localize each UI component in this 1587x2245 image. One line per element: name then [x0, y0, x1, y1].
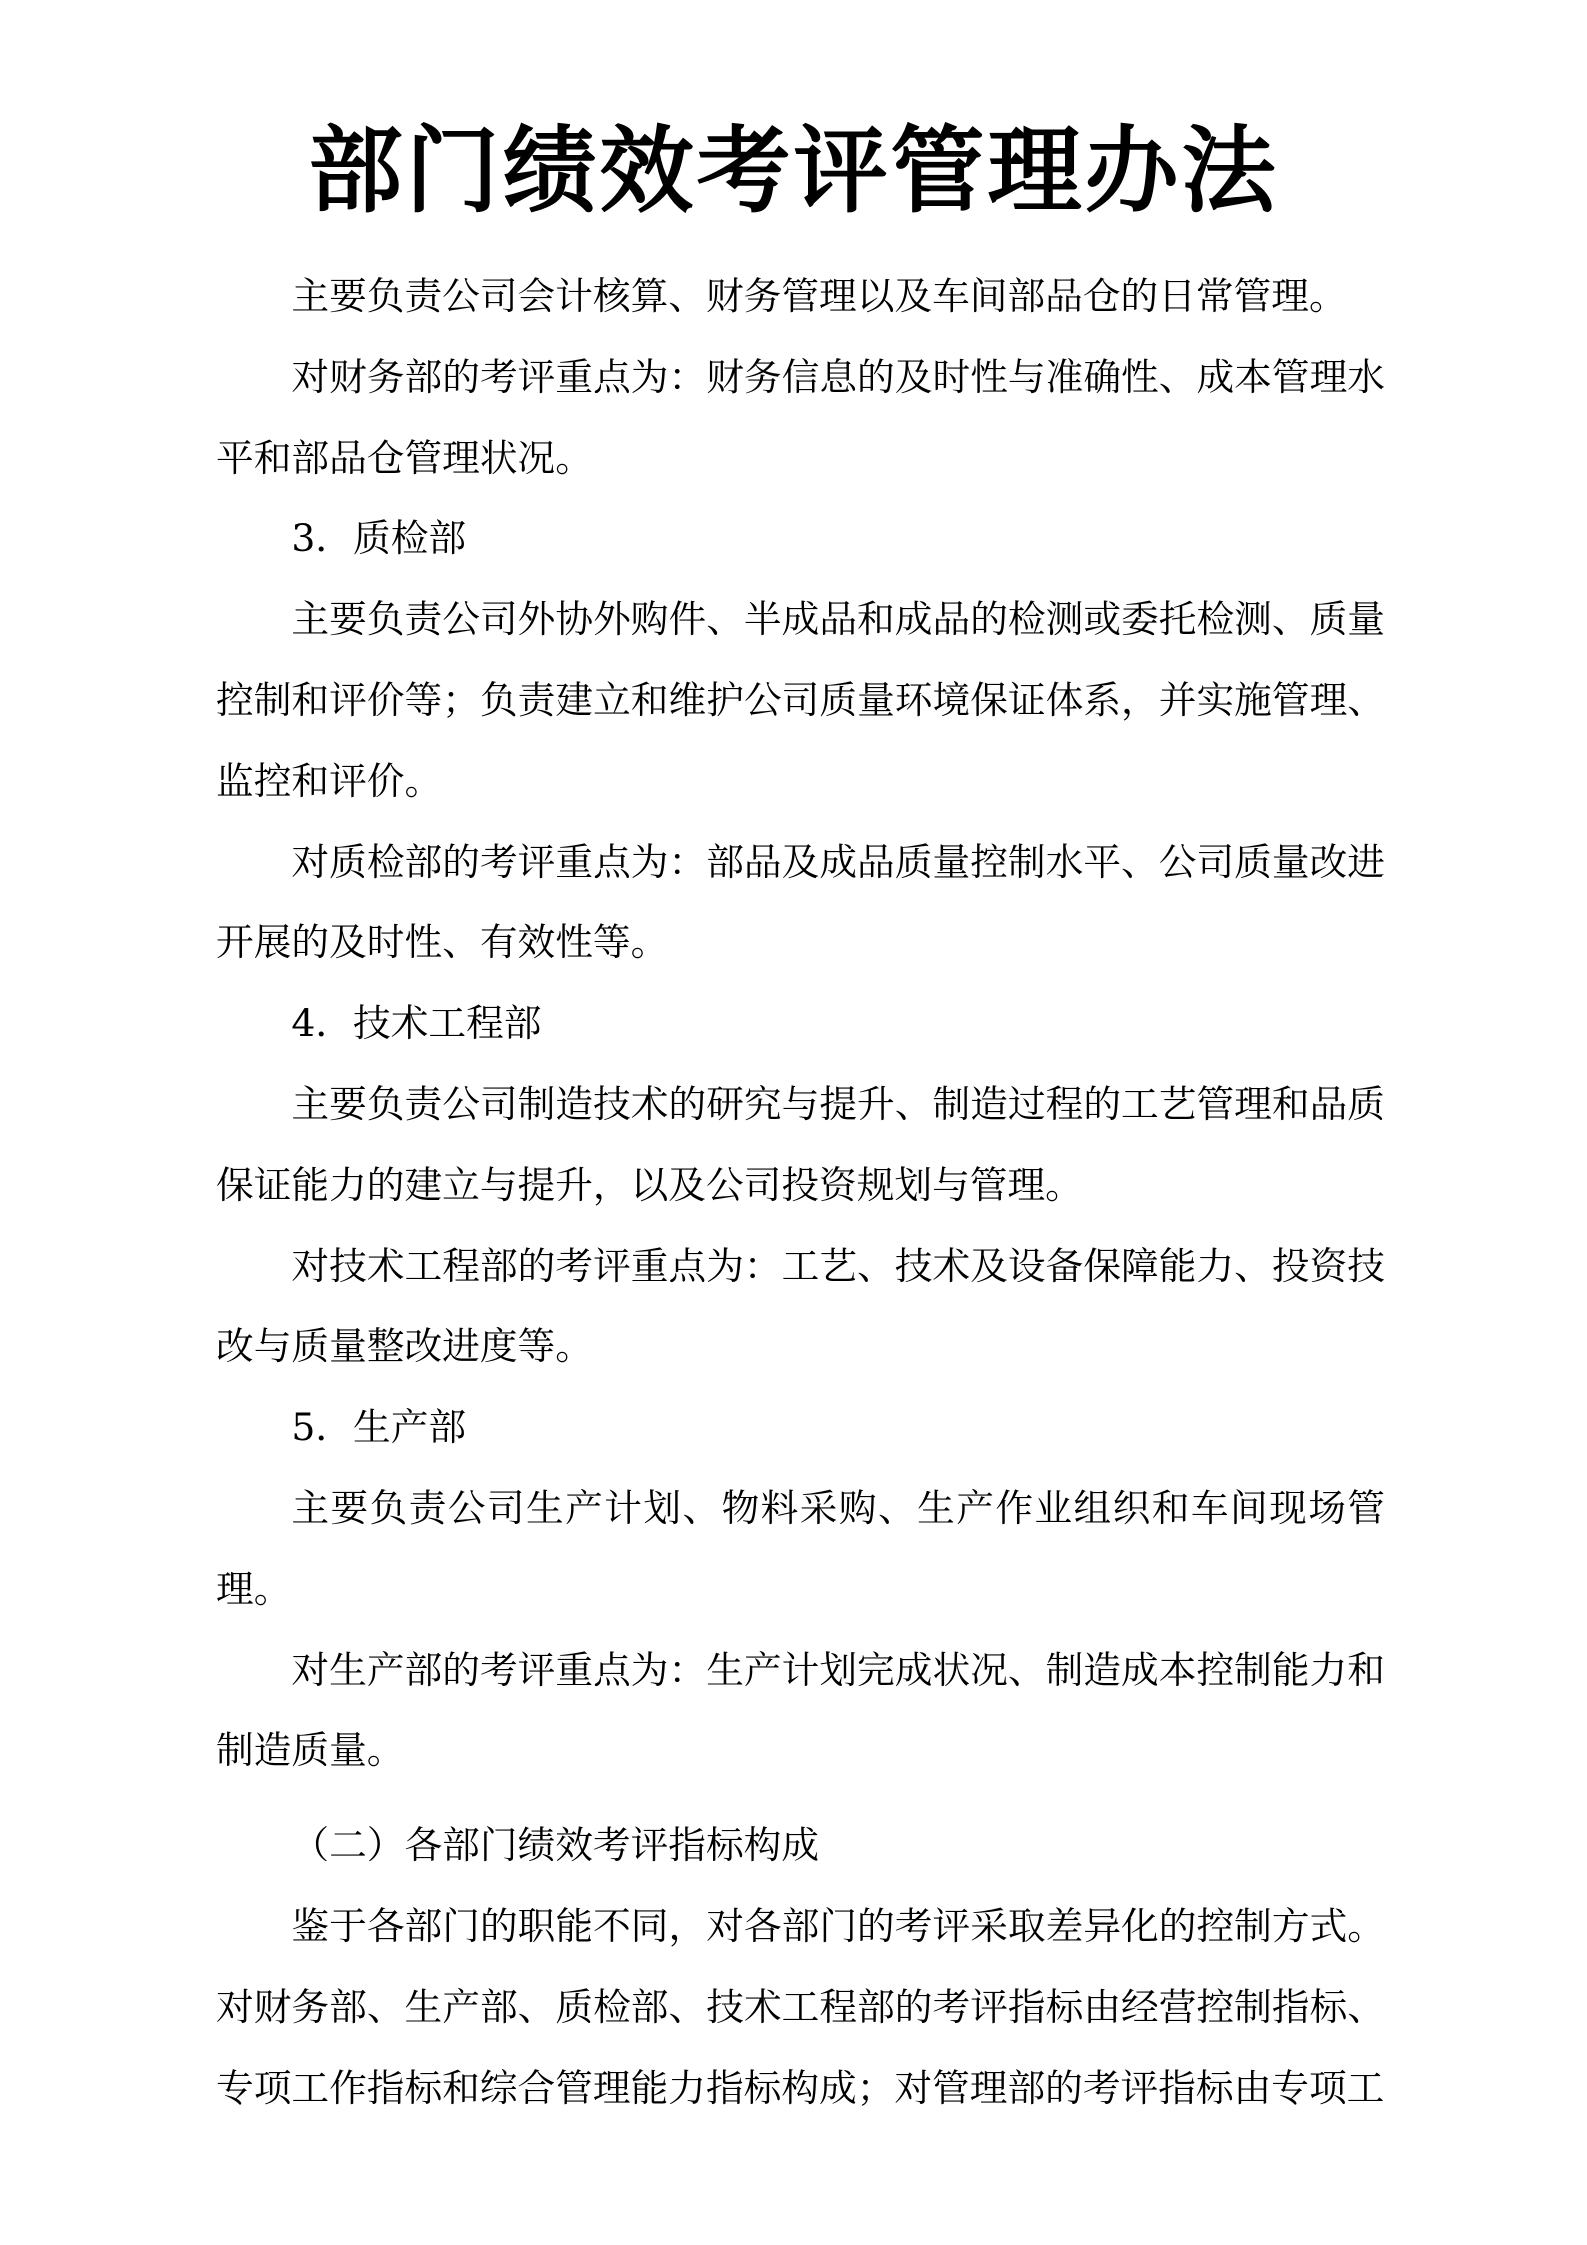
- heading-production-dept: 5．生产部: [291, 1405, 467, 1450]
- paragraph-quality-duties: 主要负责公司外协外购件、半成品和成品的检测或委托检测、质量控制和评价等；负责建立和维护公司质量环境保证体系，并实施管理、监控和评价。: [216, 597, 1385, 803]
- paragraph-tech-focus: 对技术工程部的考评重点为：工艺、技术及设备保障能力、投资技改与质量整改进度等。: [216, 1243, 1385, 1369]
- heading-quality-dept: 3．质检部: [291, 516, 467, 561]
- heading-tech-dept: 4．技术工程部: [291, 1001, 542, 1046]
- document-body: [216, 256, 1385, 2128]
- paragraph-production-duties: 主要负责公司生产计划、物料采购、生产作业组织和车间现场管理。: [216, 1485, 1385, 1611]
- paragraph-production-focus: 对生产部的考评重点为：生产计划完成状况、制造成本控制能力和制造质量。: [216, 1647, 1385, 1773]
- paragraph-finance-focus: 对财务部的考评重点为：财务信息的及时性与准确性、成本管理水平和部品仓管理状况。: [216, 354, 1385, 480]
- paragraph-finance-duties: 主要负责公司会计核算、财务管理以及车间部品仓的日常管理。: [291, 274, 1347, 318]
- heading-indicator-composition: （二）各部门绩效考评指标构成: [291, 1823, 820, 1868]
- paragraph-indicator-composition: 鉴于各部门的职能不同，对各部门的考评采取差异化的控制方式。对财务部、生产部、质检部、技术工程部的考评指标由经营控制指标、专项工作指标和综合管理能力指标构成；对管理部的考评指标由专项工: [216, 1903, 1385, 2110]
- document-title: 部门绩效考评管理办法: [308, 117, 1279, 226]
- paragraph-quality-focus: 对质检部的考评重点为：部品及成品质量控制水平、公司质量改进开展的及时性、有效性等。: [216, 839, 1385, 965]
- paragraph-tech-duties: 主要负责公司制造技术的研究与提升、制造过程的工艺管理和品质保证能力的建立与提升，以及公司投资规划与管理。: [216, 1081, 1385, 1207]
